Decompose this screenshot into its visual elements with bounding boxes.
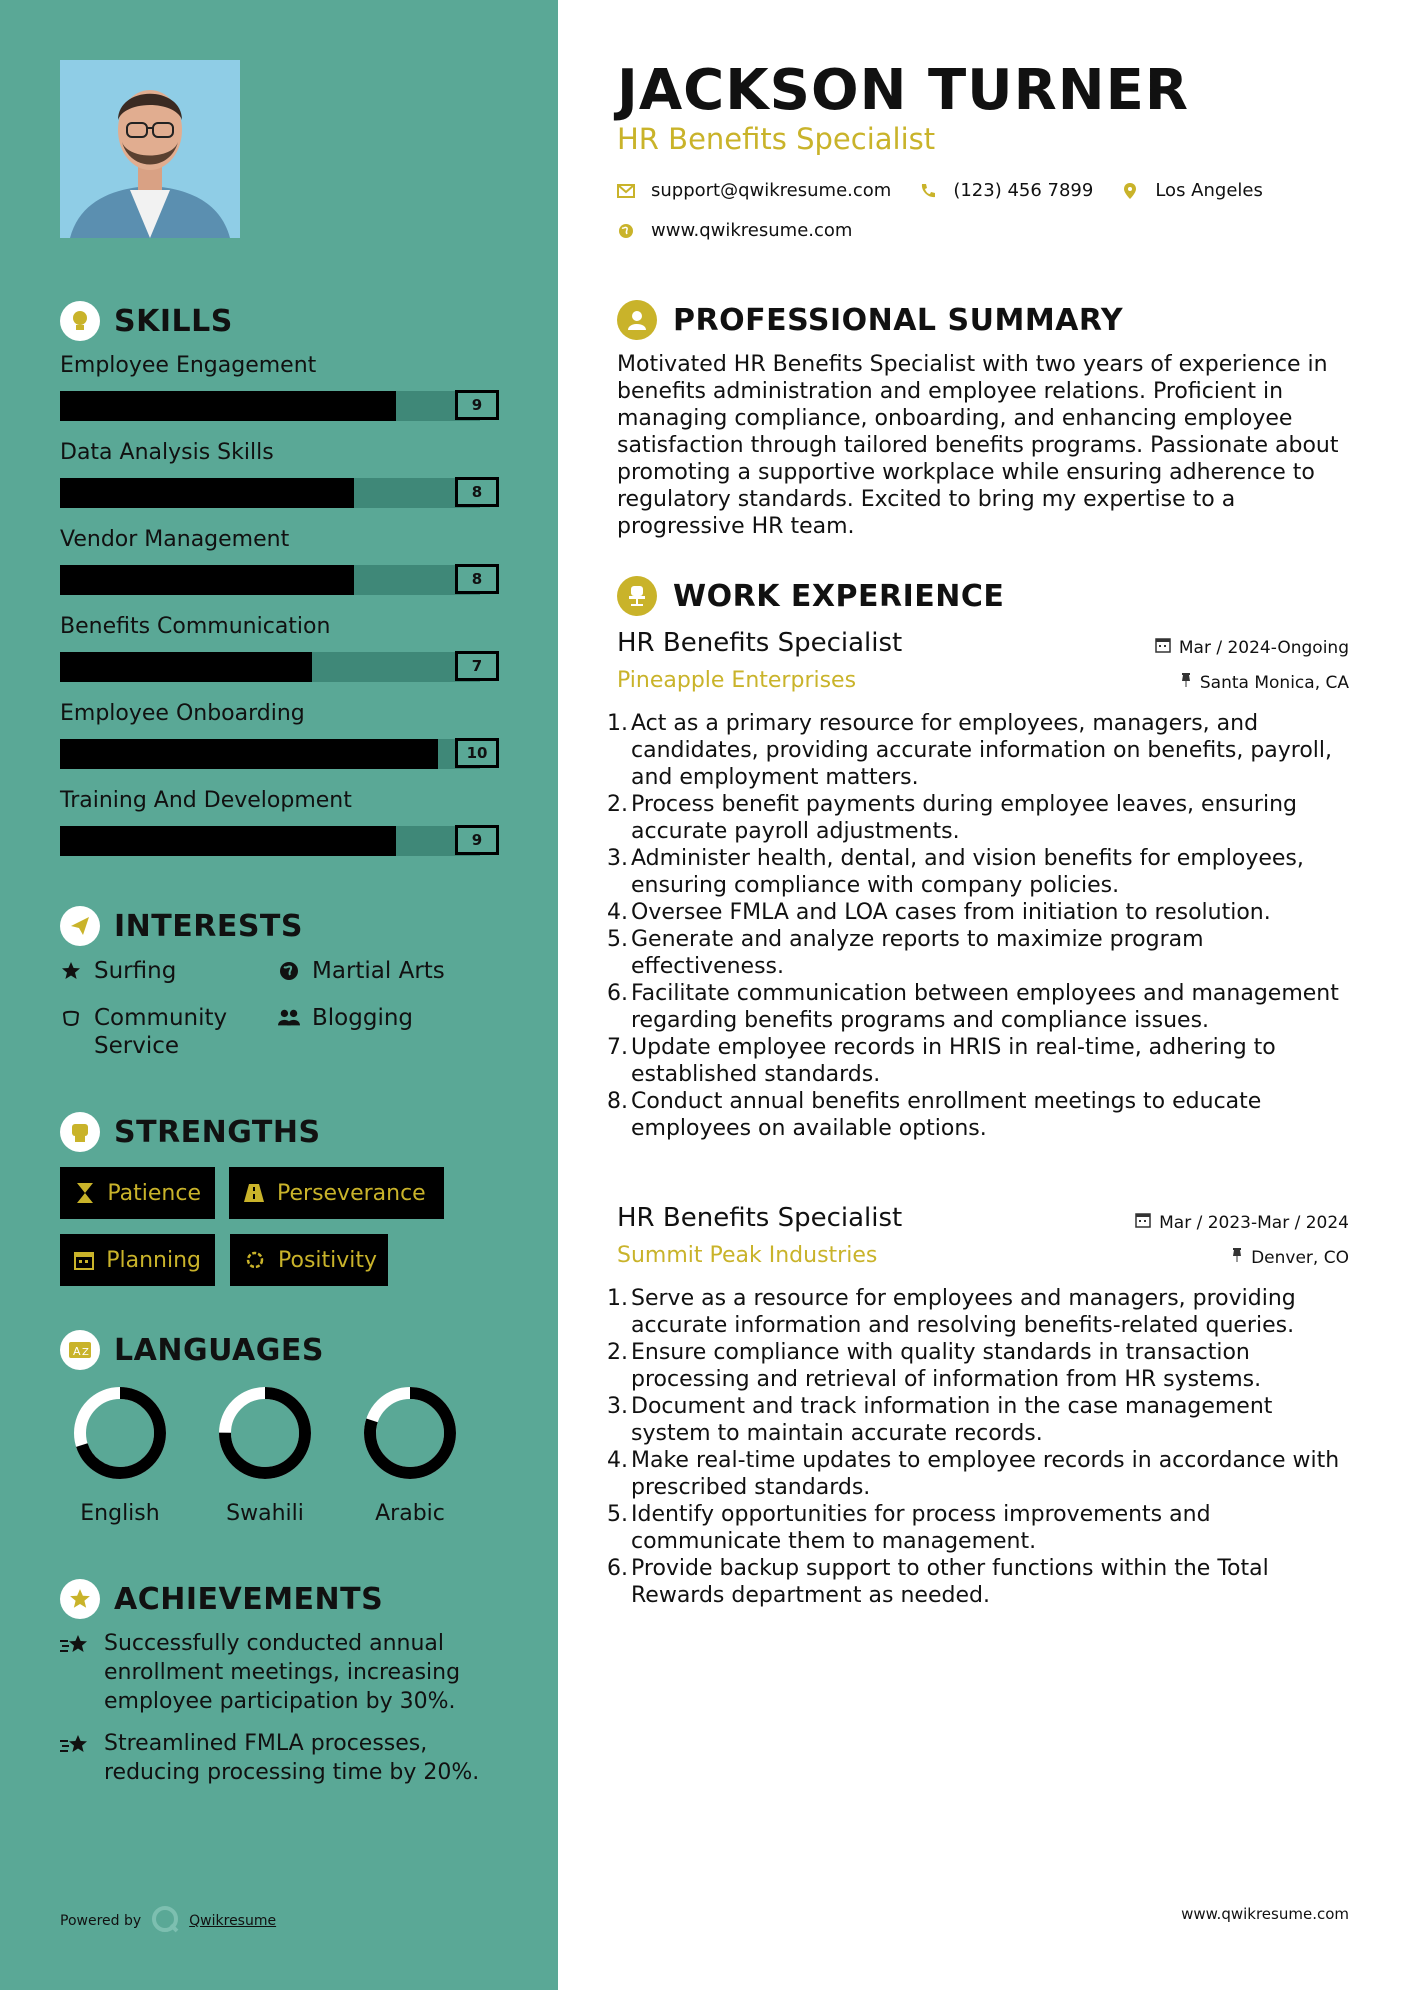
skills-heading [60, 301, 233, 341]
skill-bar [60, 826, 483, 856]
qwikresume-link[interactable]: Qwikresume [189, 1913, 277, 1929]
hand-icon [60, 1004, 82, 1032]
globe-icon [278, 957, 300, 985]
phone-icon [919, 182, 937, 200]
skill-label: Employee Engagement [60, 353, 317, 378]
interest-item [60, 957, 176, 985]
job-duties [607, 1285, 1357, 1609]
interests-heading [60, 906, 303, 946]
duty-text: Process benefit payments during employee leaves, ensuring accurate payroll adjustments. [631, 792, 1297, 844]
globe-icon [617, 222, 635, 240]
duty-item: 6. Provide backup support to other functions within the Total Rewards department as needed. [617, 1555, 1357, 1609]
sidebar [0, 0, 558, 1990]
interest-label: Community Service [94, 1005, 228, 1059]
award-star-icon [60, 1579, 100, 1619]
star-icon [60, 1633, 92, 1716]
skill-fill [60, 478, 354, 508]
company-name: Pineapple Enterprises [617, 668, 857, 693]
job-location-text: Santa Monica, CA [1199, 672, 1349, 693]
website-row [617, 220, 880, 241]
job-location [1231, 1247, 1349, 1268]
interest-item [278, 957, 445, 985]
skill-score: 9 [455, 390, 499, 420]
location-item [1121, 180, 1263, 201]
duty-item: 5. Identify opportunities for process improvements and communicate them to management. [617, 1501, 1357, 1555]
strength-badge [60, 1234, 215, 1286]
skill-label: Data Analysis Skills [60, 440, 274, 465]
user-icon [617, 300, 657, 340]
svg-text:Z: Z [82, 1347, 89, 1358]
strength-badge [230, 1234, 388, 1286]
calendar-icon [1135, 1212, 1151, 1233]
interests-title: INTERESTS [114, 908, 303, 944]
skill-fill [60, 565, 354, 595]
email-item [617, 180, 891, 201]
duty-item: 2. Ensure compliance with quality standards in transaction processing and retrieval of information from HR systems. [617, 1339, 1357, 1393]
skill-item [60, 438, 500, 508]
skill-score: 8 [455, 477, 499, 507]
skill-label: Employee Onboarding [60, 701, 305, 726]
road-icon [243, 1182, 265, 1204]
strength-badge [60, 1167, 215, 1219]
fist-icon [60, 1112, 100, 1152]
languages-heading [60, 1330, 324, 1370]
skill-item [60, 351, 500, 421]
duty-text: Update employee records in HRIS in real-time, adhering to established standards. [631, 1035, 1276, 1087]
duty-text: Act as a primary resource for employees, managers, and candidates, providing accurate information on benefits, payroll, and employment matters. [631, 711, 1333, 790]
strengths-title: STRENGTHS [114, 1114, 321, 1150]
candidate-name: JACKSON TURNER [617, 58, 1190, 123]
experience-heading [617, 576, 1004, 616]
skill-score: 9 [455, 825, 499, 855]
hourglass-icon [74, 1182, 95, 1204]
duty-text: Facilitate communication between employees and management regarding benefits programs and compliance issues. [631, 981, 1339, 1033]
duty-item: 1. Act as a primary resource for employees, managers, and candidates, providing accurate information on benefits, payroll, and employment matters. [617, 710, 1357, 791]
summary-text: Motivated HR Benefits Specialist with two years of experience in benefits administration and employee relations. Proficient in managing compliance, onboarding, and enhancing employee satisfaction through tailored benefits programs. Passionate about promoting a supportive workplace while ensuring adherence to regulatory standards. Excited to bring my expertise to a progressive HR team. [617, 352, 1339, 539]
language-item [60, 1383, 180, 1526]
summary-title: PROFESSIONAL SUMMARY [673, 302, 1124, 338]
skill-label: Training And Development [60, 788, 352, 813]
language-label: Swahili [226, 1501, 304, 1526]
interest-label: Surfing [94, 958, 177, 984]
duty-item: 1. Serve as a resource for employees and managers, providing accurate information and resolving benefits-related queries. [617, 1285, 1357, 1339]
skill-item [60, 525, 500, 595]
calendar-icon [1155, 637, 1171, 658]
duty-text: Document and track information in the case management system to maintain accurate records. [631, 1394, 1273, 1446]
language-label: English [80, 1501, 160, 1526]
pushpin-icon [1231, 1247, 1243, 1268]
skill-label: Benefits Communication [60, 614, 331, 639]
website-text[interactable]: www.qwikresume.com [651, 220, 853, 241]
star-icon [60, 957, 82, 985]
duty-item: 2. Process benefit payments during employee leaves, ensuring accurate payroll adjustments. [617, 791, 1357, 845]
strength-label: Positivity [278, 1247, 378, 1273]
duty-item: 4. Make real-time updates to employee records in accordance with prescribed standards. [617, 1447, 1357, 1501]
email-text[interactable]: support@qwikresume.com [651, 180, 892, 201]
skill-bar [60, 391, 483, 421]
translate-icon [60, 1330, 100, 1370]
powered-by [60, 1905, 276, 1937]
duty-item: 6. Facilitate communication between employees and management regarding benefits programs and compliance issues. [617, 980, 1357, 1034]
duty-item: 8. Conduct annual benefits enrollment meetings to educate employees on available options. [617, 1088, 1357, 1142]
job-title: HR Benefits Specialist [617, 628, 903, 658]
duty-text: Oversee FMLA and LOA cases from initiation to resolution. [631, 900, 1271, 925]
sun-icon [244, 1249, 266, 1271]
strength-label: Perseverance [277, 1180, 426, 1206]
skill-item [60, 786, 500, 856]
skill-label: Vendor Management [60, 527, 290, 552]
website-item [617, 220, 852, 241]
duty-item: 5. Generate and analyze reports to maximize program effectiveness. [617, 926, 1357, 980]
interest-item [60, 1004, 260, 1060]
candidate-role: HR Benefits Specialist [617, 122, 936, 156]
job-dates-text: Mar / 2023-Mar / 2024 [1159, 1212, 1349, 1233]
strength-badge [229, 1167, 444, 1219]
duty-text: Conduct annual benefits enrollment meetings to educate employees on available options. [631, 1089, 1262, 1141]
calendar-icon [74, 1249, 94, 1271]
interest-item [278, 1004, 413, 1032]
company-name: Summit Peak Industries [617, 1243, 878, 1268]
duty-text: Serve as a resource for employees and managers, providing accurate information and resolving benefits-related queries. [631, 1286, 1296, 1338]
svg-text:A: A [73, 1345, 81, 1358]
qwikresume-logo-icon [151, 1905, 179, 1937]
skill-score: 8 [455, 564, 499, 594]
language-ring [70, 1383, 170, 1483]
interest-label: Blogging [312, 1005, 414, 1031]
job-dates-text: Mar / 2024-Ongoing [1178, 637, 1349, 658]
skills-title: SKILLS [114, 303, 233, 339]
skill-bar [60, 739, 488, 769]
duty-item: 3. Document and track information in the case management system to maintain accurate records. [617, 1393, 1357, 1447]
skill-fill [60, 826, 396, 856]
achievements-heading [60, 1579, 383, 1619]
paper-plane-icon [60, 906, 100, 946]
language-label: Arabic [375, 1501, 445, 1526]
achievement-item [60, 1629, 510, 1716]
summary-heading [617, 300, 1123, 340]
achievement-text: Streamlined FMLA processes, reducing processing time by 20%. [104, 1731, 480, 1785]
job-dates [1135, 1212, 1349, 1233]
duty-item: 7. Update employee records in HRIS in real-time, adhering to established standards. [617, 1034, 1357, 1088]
duty-item: 3. Administer health, dental, and vision benefits for employees, ensuring compliance with company policies. [617, 845, 1357, 899]
pushpin-icon [1180, 672, 1192, 693]
language-item [205, 1383, 325, 1526]
skill-score: 10 [455, 738, 499, 768]
skill-fill [60, 391, 396, 421]
duty-text: Provide backup support to other functions within the Total Rewards department as needed. [631, 1556, 1269, 1608]
duty-text: Ensure compliance with quality standards in transaction processing and retrieval of information from HR systems. [631, 1340, 1262, 1392]
duty-text: Administer health, dental, and vision benefits for employees, ensuring compliance with company policies. [631, 846, 1304, 898]
achievement-text: Successfully conducted annual enrollment meetings, increasing employee participation by 30%. [104, 1631, 461, 1714]
duty-text: Make real-time updates to employee records in accordance with prescribed standards. [631, 1448, 1340, 1500]
language-ring [215, 1383, 315, 1483]
languages-title: LANGUAGES [114, 1332, 324, 1368]
job-location-text: Denver, CO [1251, 1247, 1349, 1268]
skill-bar [60, 478, 483, 508]
lightbulb-icon [60, 301, 100, 341]
users-icon [278, 1004, 300, 1032]
map-pin-icon [1121, 182, 1139, 200]
skill-bar [60, 565, 483, 595]
skill-item [60, 699, 500, 769]
profile-photo [60, 60, 240, 238]
language-item [350, 1383, 470, 1526]
footer-url[interactable]: www.qwikresume.com [1181, 1905, 1349, 1923]
job-title: HR Benefits Specialist [617, 1203, 903, 1233]
envelope-icon [617, 182, 635, 200]
skill-fill [60, 739, 438, 769]
office-chair-icon [617, 576, 657, 616]
phone-text: (123) 456 7899 [953, 180, 1094, 201]
location-text: Los Angeles [1155, 180, 1263, 201]
duty-text: Generate and analyze reports to maximize program effectiveness. [631, 927, 1204, 979]
job-location [1180, 672, 1349, 693]
job-duties [607, 710, 1357, 1142]
achievements-title: ACHIEVEMENTS [114, 1581, 384, 1617]
interest-label: Martial Arts [312, 958, 445, 984]
duty-text: Identify opportunities for process improvements and communicate them to management. [631, 1502, 1211, 1554]
strength-label: Planning [106, 1247, 201, 1273]
contact-row [617, 180, 1291, 201]
job-dates [1155, 637, 1349, 658]
skill-item [60, 612, 500, 682]
powered-by-label: Powered by [60, 1913, 142, 1929]
strengths-heading [60, 1112, 321, 1152]
skill-score: 7 [455, 651, 499, 681]
experience-title: WORK EXPERIENCE [673, 578, 1005, 614]
strength-label: Patience [107, 1180, 201, 1206]
skill-bar [60, 652, 483, 682]
phone-item [919, 180, 1093, 201]
achievement-item [60, 1729, 510, 1787]
skill-fill [60, 652, 312, 682]
duty-item: 4. Oversee FMLA and LOA cases from initiation to resolution. [607, 900, 1271, 925]
language-ring [360, 1383, 460, 1483]
star-icon [60, 1733, 92, 1787]
